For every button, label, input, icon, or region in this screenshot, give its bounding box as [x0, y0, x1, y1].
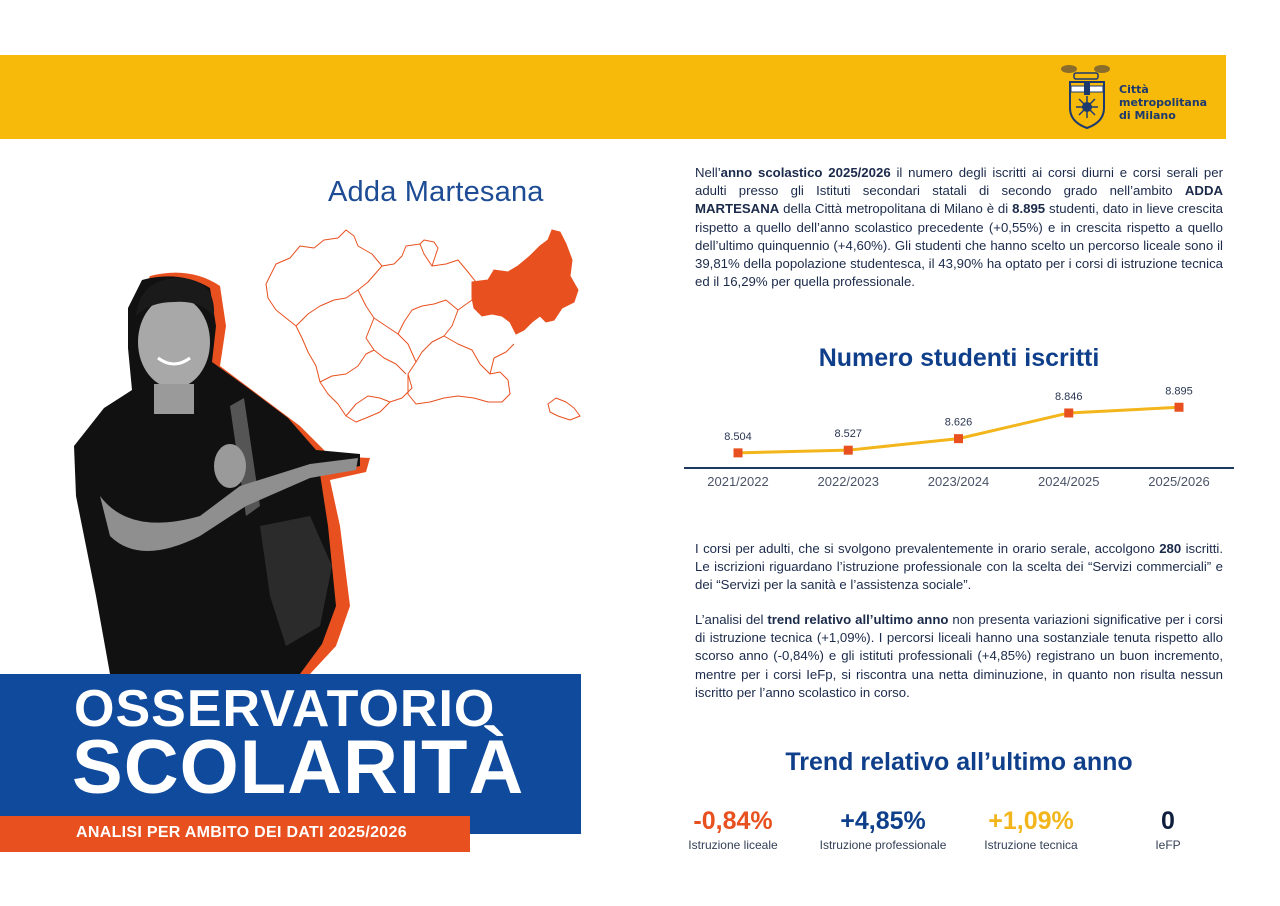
stat-iefp [1130, 806, 1206, 852]
data-point-label: 8.504 [724, 430, 752, 443]
header-bar [0, 55, 1226, 139]
stat-label: Istruzione professionale [819, 838, 947, 852]
x-tick-label: 2025/2026 [1148, 474, 1210, 489]
x-tick-label: 2023/2024 [927, 474, 990, 489]
intro-paragraph [695, 164, 1223, 291]
logo-line-2: metropolitana [1119, 96, 1208, 109]
stat-label: IeFP [1155, 838, 1181, 852]
data-point-label: 8.846 [1054, 390, 1083, 403]
intro-bold-total: 8.895 [1012, 201, 1046, 217]
chart-title: Numero studenti iscritti [818, 344, 1100, 372]
trend-text: non presenta variazioni significative per i corsi di istruzione tecnica (+1,09%). I percorsi liceali hanno una sostanziale tenuta rispetto allo scorso anno (-0,84%) e gli istituti professionali (+4,85%) registrano un buon incremento, mentre per i corsi IeFp, si riscontra una netta diminuzione, in quanto non risulta nessun iscritto per l’anno scolastico in corso. [695, 612, 1223, 700]
stat-value: +1,09% [988, 807, 1074, 835]
stat-liceale [670, 806, 796, 852]
intro-text: Nell’ [695, 165, 721, 180]
intro-bold-year: anno scolastico 2025/2026 [720, 165, 891, 180]
stat-tecnica [970, 806, 1092, 852]
student-photo [70, 266, 370, 676]
data-point-marker [954, 434, 963, 443]
data-point-label: 8.895 [1165, 385, 1193, 398]
intro-text: studenti, dato in lieve crescita rispetto a quello dell’anno scolastico precedente (+0,55%) e in crescita rispetto a quello dell’ultimo quinquennio (+4,60%). Gli studenti che hanno scelto un percorso liceale sono il 39,81% della popolazione studentesca, il 43,90% ha optato per i corsi di istruzione tecnica ed il 16,29% per quella professionale. [695, 201, 1223, 290]
banner-title-line-2: SCOLARITÀ [72, 725, 525, 810]
data-line [738, 407, 1179, 453]
adults-paragraph [695, 540, 1223, 595]
stat-label: Istruzione tecnica [984, 838, 1078, 852]
x-tick-label: 2024/2025 [1038, 474, 1100, 489]
logo-line-1: Città [1119, 83, 1149, 96]
trend-bold: trend relativo all’ultimo anno [767, 612, 949, 627]
region-title: Adda Martesana [328, 176, 544, 208]
adults-bold-count: 280 [1159, 541, 1182, 556]
x-tick-label: 2022/2023 [817, 474, 879, 489]
stat-value: -0,84% [693, 807, 773, 835]
adults-text: iscritti. Le iscrizioni riguardano l’istruzione professionale con la scelta dei “Servizi commerciali” e dei “Servizi per la sanità e l’assistenza sociale”. [695, 541, 1223, 593]
city-logo-text [1119, 83, 1207, 122]
intro-text: il numero degli iscritti ai corsi diurni e corsi serali per adulti presso gli Istituti secondari statali di secondo grado nell’ambito [695, 165, 1223, 199]
stat-value: 0 [1161, 807, 1175, 835]
data-point-marker [1175, 403, 1184, 412]
logo-line-3: di Milano [1119, 109, 1176, 122]
enrollment-line-chart [680, 385, 1240, 495]
trend-paragraph [695, 611, 1223, 702]
intro-bold-region: ADDA MARTESANA [695, 183, 1223, 217]
banner-title-line-1: OSSERVATORIO [74, 680, 496, 738]
stat-value: +4,85% [840, 807, 926, 835]
x-tick-label: 2021/2022 [707, 474, 769, 489]
city-crest-icon [1060, 62, 1114, 130]
banner-subtitle: ANALISI PER AMBITO DEI DATI 2025/2026 [76, 824, 407, 841]
stat-professionale [810, 806, 956, 852]
intro-text: della Città metropolitana di Milano è di [779, 201, 1013, 217]
data-point-marker [844, 446, 853, 455]
trend-stats [670, 806, 1230, 866]
data-point-label: 8.626 [944, 416, 973, 429]
data-point-marker [734, 448, 743, 457]
trend-title: Trend relativo all’ultimo anno [785, 748, 1133, 776]
data-point-marker [1064, 408, 1073, 417]
city-logo [1060, 62, 1220, 132]
adults-text: I corsi per adulti, che si svolgono prevalentemente in orario serale, accolgono [695, 541, 1160, 556]
stat-label: Istruzione liceale [688, 838, 778, 852]
chart-canvas [680, 385, 1240, 495]
data-point-label: 8.527 [834, 428, 863, 441]
trend-text: L’analisi del [695, 612, 768, 627]
